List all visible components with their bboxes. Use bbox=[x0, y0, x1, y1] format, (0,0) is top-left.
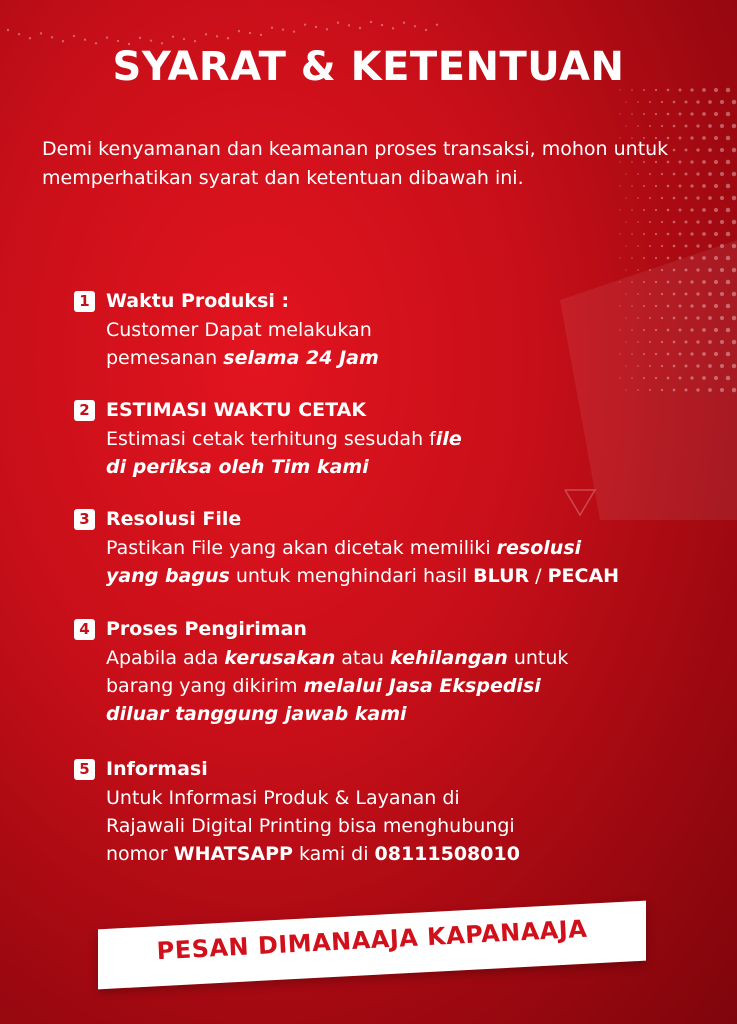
decorative-dot bbox=[619, 113, 620, 114]
decorative-dot bbox=[205, 33, 207, 35]
decorative-dot bbox=[696, 196, 699, 199]
decorative-dot bbox=[714, 184, 718, 188]
term-bold: PECAH bbox=[547, 565, 620, 587]
term-text: pemesanan bbox=[106, 347, 224, 369]
decorative-dot bbox=[619, 377, 620, 378]
decorative-dot bbox=[679, 113, 682, 116]
decorative-dot bbox=[117, 40, 119, 42]
decorative-dot bbox=[720, 388, 724, 392]
decorative-dot bbox=[637, 197, 639, 199]
decorative-dot bbox=[392, 27, 394, 29]
decorative-dot bbox=[732, 148, 736, 152]
decorative-dot bbox=[619, 257, 620, 258]
decorative-dot bbox=[661, 389, 663, 391]
decorative-dot bbox=[631, 209, 633, 211]
number-badge: 4 bbox=[74, 619, 95, 640]
decorative-dot bbox=[732, 292, 736, 296]
decorative-dot bbox=[183, 38, 185, 40]
decorative-dot bbox=[702, 160, 706, 164]
decorative-dot bbox=[702, 136, 706, 140]
decorative-dot bbox=[667, 233, 670, 236]
decorative-dot bbox=[249, 32, 251, 34]
term-text: untuk menghindari hasil bbox=[229, 565, 474, 587]
decorative-dot bbox=[720, 268, 724, 272]
decorative-dot bbox=[696, 124, 699, 127]
decorative-dot bbox=[637, 125, 639, 127]
decorative-dot bbox=[708, 244, 712, 248]
decorative-dot bbox=[625, 221, 626, 222]
decorative-dot bbox=[708, 268, 712, 272]
decorative-dot bbox=[655, 209, 657, 211]
term-text: / bbox=[529, 565, 548, 587]
decorative-dot bbox=[631, 377, 633, 379]
term-heading: Proses Pengiriman bbox=[106, 618, 307, 640]
number-badge: 3 bbox=[74, 509, 95, 530]
decorative-dot bbox=[282, 28, 284, 30]
decorative-dot bbox=[690, 376, 693, 379]
decorative-dot bbox=[714, 136, 718, 140]
decorative-dot bbox=[714, 352, 718, 356]
decorative-dot bbox=[732, 316, 736, 320]
decorative-dot bbox=[40, 32, 42, 34]
decorative-dot bbox=[726, 280, 730, 284]
decorative-dot bbox=[690, 208, 693, 211]
decorative-dot bbox=[29, 37, 31, 39]
decorative-dot bbox=[649, 101, 651, 103]
decorative-dot bbox=[667, 209, 670, 212]
decorative-dot bbox=[667, 281, 670, 284]
decorative-dot bbox=[631, 257, 633, 259]
decorative-dot bbox=[685, 197, 688, 200]
number-badge: 1 bbox=[74, 291, 95, 312]
decorative-dot bbox=[84, 39, 86, 41]
term-emphasis: selama 24 Jam bbox=[223, 347, 379, 369]
decorative-dot bbox=[304, 24, 306, 26]
term-text: barang yang dikirim bbox=[106, 675, 304, 697]
decorative-dot bbox=[661, 269, 663, 271]
decorative-dot bbox=[655, 281, 657, 283]
decorative-dot bbox=[260, 34, 262, 36]
term-text: Rajawali Digital Printing bisa menghubungi bbox=[106, 815, 515, 837]
decorative-dot bbox=[726, 256, 730, 260]
decorative-dot bbox=[414, 25, 416, 27]
decorative-dot bbox=[726, 328, 730, 332]
decorative-dot bbox=[673, 197, 676, 200]
term-bold: WHATSAPP bbox=[173, 843, 293, 865]
decorative-dot bbox=[106, 36, 108, 38]
term-emphasis: melalui Jasa Ekspedisi bbox=[303, 675, 541, 697]
term-emphasis: yang bagus bbox=[106, 565, 230, 587]
term-text: Untuk Informasi Produk & Layanan di bbox=[106, 787, 460, 809]
decorative-dot bbox=[702, 280, 706, 284]
decorative-dot bbox=[18, 33, 20, 35]
decorative-dot bbox=[643, 257, 645, 259]
decorative-dot bbox=[708, 124, 712, 128]
decorative-dot bbox=[673, 269, 676, 272]
decorative-dot bbox=[337, 22, 339, 24]
decorative-dot bbox=[637, 389, 639, 391]
term-emphasis: kehilangan bbox=[390, 647, 508, 669]
term-text: nomor bbox=[106, 843, 174, 865]
decorative-dot bbox=[679, 209, 682, 212]
decorative-dot bbox=[720, 124, 724, 128]
decorative-dot bbox=[702, 208, 706, 212]
term-bold: BLUR bbox=[473, 565, 530, 587]
decorative-dot bbox=[62, 40, 64, 42]
term-emphasis: ile bbox=[435, 428, 462, 450]
decorative-dot bbox=[732, 220, 736, 224]
decorative-dot bbox=[732, 388, 736, 392]
decorative-dot bbox=[708, 388, 712, 392]
decorative-dot bbox=[667, 257, 670, 260]
decorative-dot bbox=[436, 24, 438, 26]
decorative-dot bbox=[720, 244, 724, 248]
term-text: kami di bbox=[292, 843, 375, 865]
decorative-dot bbox=[708, 220, 712, 224]
decorative-dot bbox=[696, 244, 699, 247]
decorative-dot bbox=[348, 24, 350, 26]
term-body bbox=[74, 644, 714, 728]
decorative-dot bbox=[720, 292, 724, 296]
decorative-dot bbox=[649, 269, 651, 271]
decorative-dot bbox=[673, 101, 676, 104]
decorative-dot bbox=[637, 269, 639, 271]
decorative-dot bbox=[172, 36, 174, 38]
decorative-dot bbox=[631, 113, 633, 115]
decorative-dot bbox=[370, 21, 372, 23]
term-item-1 bbox=[74, 286, 714, 372]
term-item-5 bbox=[74, 754, 714, 868]
term-heading: ESTIMASI WAKTU CETAK bbox=[106, 399, 367, 421]
decorative-dot bbox=[667, 113, 670, 116]
decorative-dot bbox=[732, 244, 736, 248]
decorative-dot bbox=[685, 245, 688, 248]
decorative-dot bbox=[631, 281, 633, 283]
decorative-dot bbox=[714, 376, 718, 380]
decorative-dot bbox=[643, 233, 645, 235]
term-heading: Waktu Produksi : bbox=[106, 290, 290, 312]
decorative-dot bbox=[726, 376, 730, 380]
decorative-dot bbox=[649, 221, 651, 223]
decorative-dot bbox=[673, 221, 676, 224]
term-item-2 bbox=[74, 395, 714, 481]
decorative-dot bbox=[679, 281, 682, 284]
decorative-dot bbox=[720, 100, 724, 104]
decorative-dot bbox=[726, 160, 730, 164]
decorative-dot bbox=[139, 37, 141, 39]
decorative-dot bbox=[685, 221, 688, 224]
decorative-dot bbox=[625, 245, 626, 246]
decorative-dot bbox=[732, 268, 736, 272]
term-emphasis: di periksa oleh Tim kami bbox=[106, 456, 369, 478]
decorative-dot bbox=[150, 39, 152, 41]
term-text: atau bbox=[335, 647, 391, 669]
decorative-dot bbox=[702, 256, 706, 260]
decorative-dot bbox=[720, 196, 724, 200]
decorative-dot bbox=[381, 24, 383, 26]
decorative-dot bbox=[649, 245, 651, 247]
decorative-dot bbox=[690, 232, 693, 235]
decorative-dot bbox=[655, 233, 657, 235]
decorative-dot bbox=[667, 377, 670, 380]
decorative-dot bbox=[673, 389, 676, 392]
decorative-dot bbox=[702, 376, 706, 380]
decorative-dot bbox=[238, 30, 240, 32]
decorative-dot bbox=[714, 328, 718, 332]
decorative-dot bbox=[696, 268, 699, 271]
decorative-dot bbox=[625, 389, 626, 390]
decorative-dot bbox=[690, 256, 693, 259]
cta-text: PESAN DIMANAAJA KAPANAAJA bbox=[156, 914, 588, 966]
decorative-dot bbox=[661, 197, 663, 199]
decorative-dot bbox=[732, 196, 736, 200]
intro-text: Demi kenyamanan dan keamanan proses transaksi, mohon untuk memperhatikan syarat dan ketentuan dibawah ini. bbox=[42, 138, 669, 189]
term-emphasis: resolusi bbox=[496, 537, 582, 559]
decorative-dot bbox=[714, 112, 718, 116]
decorative-dot bbox=[685, 125, 688, 128]
decorative-dot bbox=[673, 125, 676, 128]
decorative-dot bbox=[726, 304, 730, 308]
decorative-dot bbox=[673, 245, 676, 248]
decorative-dot bbox=[708, 196, 712, 200]
decorative-dot bbox=[714, 208, 718, 212]
decorative-dot bbox=[661, 221, 663, 223]
decorative-dot bbox=[685, 101, 688, 104]
decorative-dot bbox=[708, 172, 712, 176]
decorative-dot bbox=[726, 352, 730, 356]
decorative-dot bbox=[661, 245, 663, 247]
decorative-dot bbox=[685, 269, 688, 272]
decorative-dot bbox=[714, 160, 718, 164]
decorative-dot bbox=[732, 124, 736, 128]
decorative-dot bbox=[643, 209, 645, 211]
decorative-dot bbox=[685, 389, 688, 392]
decorative-dot bbox=[227, 37, 229, 39]
decorative-dot bbox=[679, 233, 682, 236]
decorative-dot bbox=[720, 364, 724, 368]
term-text: Customer Dapat melakukan bbox=[106, 319, 372, 341]
phone-number: 08111508010 bbox=[374, 843, 520, 865]
term-body bbox=[74, 425, 714, 481]
term-item-3 bbox=[74, 504, 714, 590]
decorative-dot bbox=[194, 40, 196, 42]
decorative-dot bbox=[732, 340, 736, 344]
decorative-dot bbox=[625, 101, 626, 102]
decorative-dot bbox=[732, 172, 736, 176]
decorative-dot bbox=[643, 281, 645, 283]
term-emphasis: kerusakan bbox=[224, 647, 336, 669]
decorative-dot bbox=[315, 26, 317, 28]
decorative-dot bbox=[732, 364, 736, 368]
decorative-dot bbox=[720, 172, 724, 176]
decorative-dot bbox=[726, 232, 730, 236]
decorative-dot bbox=[720, 340, 724, 344]
decorative-dot bbox=[726, 184, 730, 188]
decorative-dot bbox=[637, 245, 639, 247]
decorative-dot bbox=[7, 29, 9, 31]
number-badge: 2 bbox=[74, 400, 95, 421]
decorative-dot bbox=[679, 377, 682, 380]
decorative-dot bbox=[619, 281, 620, 282]
decorative-dot bbox=[425, 29, 427, 31]
decorative-dot bbox=[714, 256, 718, 260]
decorative-dot bbox=[649, 197, 651, 199]
decorative-dot bbox=[637, 101, 639, 103]
decorative-dot bbox=[714, 280, 718, 284]
decorative-dot bbox=[359, 27, 361, 29]
term-body bbox=[74, 784, 714, 868]
term-text: Apabila ada bbox=[106, 647, 225, 669]
decorative-dot bbox=[702, 232, 706, 236]
decorative-dot bbox=[726, 112, 730, 116]
decorative-dot bbox=[643, 377, 645, 379]
decorative-dot bbox=[625, 197, 626, 198]
decorative-dot bbox=[696, 100, 699, 103]
decorative-dot bbox=[625, 125, 626, 126]
decorative-dot bbox=[696, 220, 699, 223]
decorative-dot bbox=[720, 316, 724, 320]
decorative-dot bbox=[216, 35, 218, 37]
term-text: Pastikan File yang akan dicetak memiliki bbox=[106, 537, 497, 559]
decorative-dot bbox=[619, 233, 620, 234]
term-item-4 bbox=[74, 614, 714, 728]
page-title: SYARAT & KETENTUAN bbox=[112, 44, 625, 90]
decorative-dot bbox=[690, 112, 693, 115]
decorative-dot bbox=[714, 304, 718, 308]
term-body bbox=[74, 534, 714, 590]
term-heading: Resolusi File bbox=[106, 508, 242, 530]
decorative-dot bbox=[655, 377, 657, 379]
decorative-dot bbox=[708, 100, 712, 104]
decorative-dot bbox=[293, 30, 295, 32]
decorative-dot bbox=[732, 100, 736, 104]
decorative-dot bbox=[661, 125, 663, 127]
decorative-dot bbox=[655, 113, 657, 115]
decorative-dot bbox=[403, 22, 405, 24]
decorative-dot bbox=[690, 280, 693, 283]
decorative-dot bbox=[637, 221, 639, 223]
term-heading: Informasi bbox=[106, 758, 208, 780]
decorative-dot bbox=[661, 101, 663, 103]
decorative-dot bbox=[631, 233, 633, 235]
decorative-dot bbox=[726, 136, 730, 140]
decorative-dot bbox=[720, 220, 724, 224]
decorative-dot bbox=[51, 36, 53, 38]
decorative-dot bbox=[679, 257, 682, 260]
decorative-dot bbox=[649, 125, 651, 127]
decorative-dot bbox=[619, 209, 620, 210]
decorative-dot bbox=[271, 27, 273, 29]
decorative-dot bbox=[696, 388, 699, 391]
number-badge: 5 bbox=[74, 759, 95, 780]
decorative-dot bbox=[726, 208, 730, 212]
decorative-dot bbox=[655, 257, 657, 259]
decorative-dot bbox=[326, 28, 328, 30]
decorative-dot bbox=[720, 148, 724, 152]
term-body bbox=[74, 316, 714, 372]
decorative-dot bbox=[714, 232, 718, 236]
decorative-dot bbox=[625, 269, 626, 270]
decorative-dot bbox=[702, 112, 706, 116]
decorative-dot bbox=[649, 389, 651, 391]
term-text: untuk bbox=[507, 647, 569, 669]
decorative-dot bbox=[643, 113, 645, 115]
term-emphasis: diluar tanggung jawab kami bbox=[106, 703, 407, 725]
decorative-dot bbox=[702, 184, 706, 188]
term-text: Estimasi cetak terhitung sesudah f bbox=[106, 428, 436, 450]
decorative-dot bbox=[708, 148, 712, 152]
decorative-dot bbox=[73, 35, 75, 37]
